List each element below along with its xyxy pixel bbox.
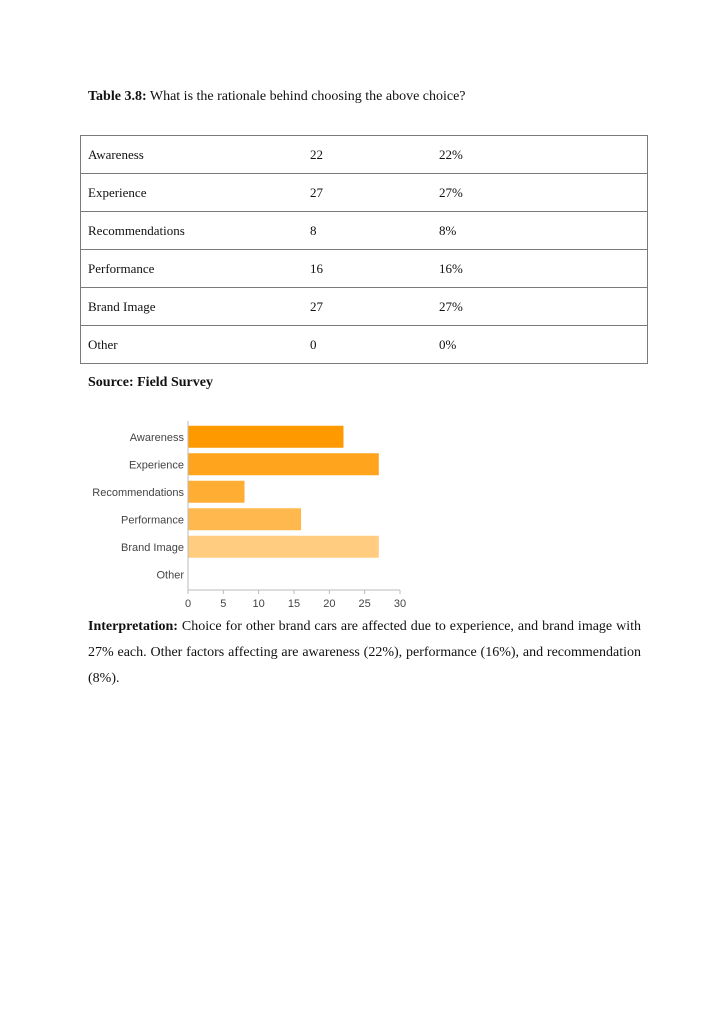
factor-cell: Brand Image (81, 288, 304, 326)
table-row (81, 250, 648, 288)
count-cell: 22 (303, 136, 432, 174)
bar (188, 481, 245, 503)
table-caption-text: What is the rationale behind choosing the above choice? (149, 89, 466, 104)
percent-cell: 22% (432, 136, 648, 174)
interpretation-text: Choice for other brand cars are affected due to experience, and brand image with 27% each. Other factors affecting are awareness (22%), performance (16%), and recommendation (8%). (88, 619, 641, 686)
count-cell: 27 (303, 288, 432, 326)
category-label: Awareness (129, 431, 184, 444)
bar (188, 453, 379, 475)
x-tick-label: 20 (323, 598, 336, 610)
interpretation-paragraph (88, 614, 641, 692)
x-tick-label: 15 (287, 598, 301, 610)
source-note: Source: Field Survey (88, 375, 213, 390)
x-tick-label: 10 (252, 598, 265, 610)
x-tick-label: 0 (184, 598, 192, 610)
category-label: Other (156, 569, 184, 582)
bar (188, 426, 343, 448)
table-row (81, 326, 648, 364)
count-cell: 0 (303, 326, 432, 364)
category-label: Experience (128, 459, 184, 472)
survey-table (80, 135, 648, 364)
x-tick-label: 30 (393, 598, 407, 610)
table-row (81, 174, 648, 212)
count-cell: 8 (303, 212, 432, 250)
percent-cell: 8% (432, 212, 648, 250)
bar (188, 508, 301, 530)
x-tick-label: 5 (220, 598, 227, 610)
percent-cell: 16% (432, 250, 648, 288)
table-row (81, 212, 648, 250)
factor-cell: Experience (81, 174, 304, 212)
table-row (81, 136, 648, 174)
table-row (81, 288, 648, 326)
category-label: Brand Image (121, 541, 184, 554)
factor-cell: Recommendations (81, 212, 304, 250)
count-cell: 16 (303, 250, 432, 288)
category-label: Performance (121, 514, 184, 527)
factor-cell: Other (81, 326, 304, 364)
percent-cell: 0% (432, 326, 648, 364)
factor-cell: Performance (81, 250, 304, 288)
bar (188, 536, 379, 558)
category-label: Recommendations (92, 486, 184, 499)
count-cell: 27 (303, 174, 432, 212)
factor-cell: Awareness (81, 136, 304, 174)
survey-table-body (81, 136, 648, 364)
percent-cell: 27% (432, 174, 648, 212)
rationale-bar-chart (80, 415, 420, 610)
table-caption-label: Table 3.8: (88, 89, 147, 104)
percent-cell: 27% (432, 288, 648, 326)
interpretation-label: Interpretation: (88, 619, 178, 634)
table-caption (88, 89, 466, 105)
x-tick-label: 25 (358, 598, 371, 610)
